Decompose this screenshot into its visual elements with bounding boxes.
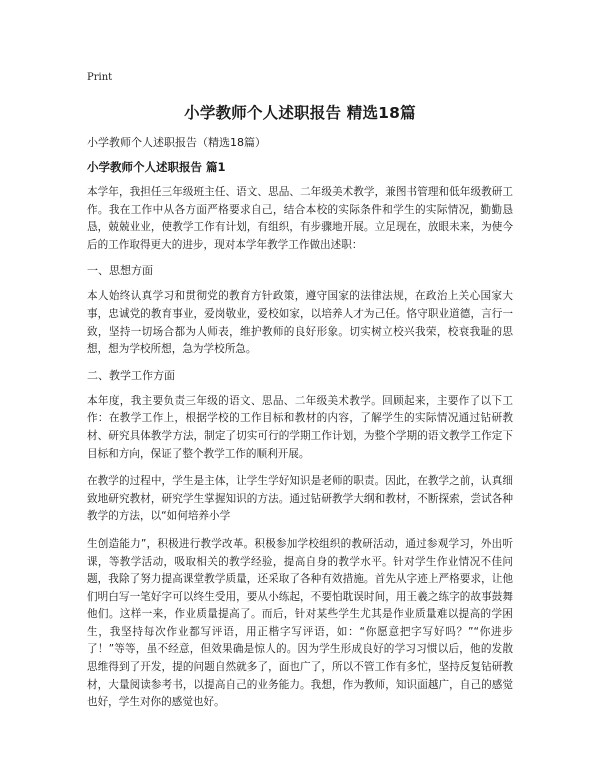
heading-thought: 一、思想方面 xyxy=(87,264,153,278)
print-link[interactable]: Print xyxy=(87,72,113,83)
document-title: 小学教师个人述职报告 精选18篇 xyxy=(184,104,416,122)
intro-paragraph: 本学年，我担任三年级班主任、语文、思品、二年级美术教学，兼图书管理和低年级教研工作。我在工作中从各方面严格要求自己，结合本校的实际条件和学生的实际情况，勤勤恳恳，兢兢业业，使教学工作有计划，有组织，有步骤地开展。立足现在，放眼未来，为使今后的工作取得更大的进步，现对本学年教学工作做出述职： xyxy=(87,186,513,251)
heading-teaching: 二、教学工作方面 xyxy=(87,368,175,382)
paragraph-thought: 本人始终认真学习和贯彻党的教育方针政策，遵守国家的法律法规，在政治上关心国家大事，忠诚党的教育事业，爱岗敬业，爱校如家，以培养人才为己任。恪守职业道德，言行一致，坚持一切场合都为人师表，维护教师的良好形象。切实树立校兴我荣，校衰我耻的思想，想为学校所想，急为学校所急。 xyxy=(87,290,513,356)
document-subtitle: 小学教师个人述职报告（精选18篇） xyxy=(87,136,266,149)
paragraph-teaching-1: 本年度，我主要负责三年级的语文、思品、二年级美术教学。回顾起来，主要作了以下工作：在教学工作上，根据学校的工作目标和教材的内容，了解学生的实际情况通过钻研教材、研究具体教学方法，制定了切实可行的学期工作计划，为整个学期的语文教学工作定下目标和方向，保证了整个教学工作的顺利开展。 xyxy=(87,394,513,460)
section-title: 小学教师个人述职报告 篇1 xyxy=(87,160,226,174)
paragraph-teaching-3: 生创造能力”，积极进行教学改革。积极参加学校组织的教研活动，通过参观学习，外出听课，等教学活动，吸取相关的教学经验，提高自身的教学水平。针对学生作业情况不佳问题，我除了努力提高课堂教学质量，还采取了各种有效措施。首先从字迹上严格要求，让他们明白写一笔好字可以终生受用，要从小练起，不要怕耽误时间，用王羲之练字的故事鼓舞他们。这样一来，作业质量提高了。而后，针对某些学生尤其是作业质量难以提高的学困生，我坚持每次作业都写评语，用正楷字写评语，如：“你愿意把字写好吗？”“你进步了！”等等，虽不经意，但效果确是惊人的。因为学生形成良好的学习习惯以后，他的发散思维得到了开发，提的问题自然就多了，面也广了，所以不管工作有多忙，坚持反复钻研教材，大量阅读参考书，以提高自己的业务能力。我想，作为教师，知识面越广，自己的感觉也好，学生对你的感觉也好。 xyxy=(87,537,513,709)
paragraph-teaching-2: 在教学的过程中，学生是主体，让学生学好知识是老师的职责。因此，在教学之前，认真细致地研究教材，研究学生掌握知识的方法。通过钻研教学大纲和教材，不断探索，尝试各种教学的方法，以“如何培养小学 xyxy=(87,475,513,523)
